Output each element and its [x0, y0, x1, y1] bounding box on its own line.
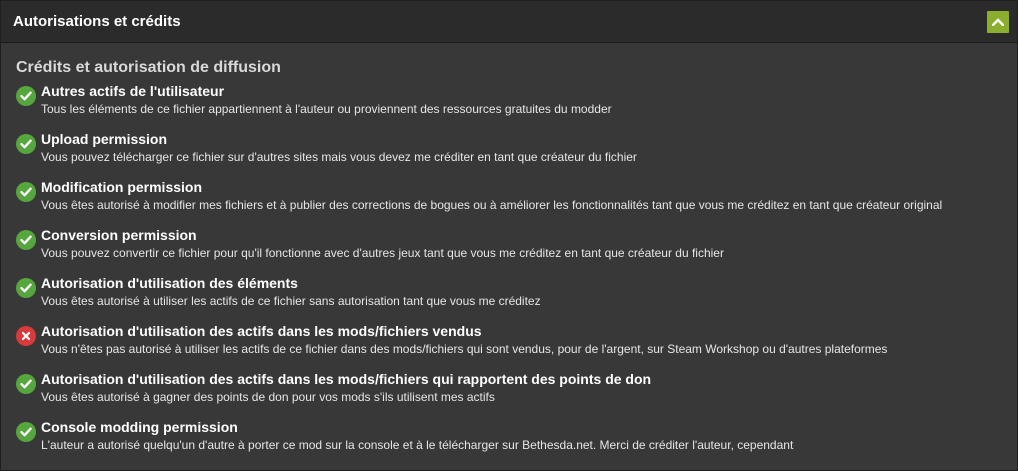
panel-body: [1, 43, 1017, 467]
permission-description: Vous êtes autorisé à modifier mes fichiers et à publier des corrections de bogues ou à améliorer les fonctionnalités tant que vous me créditez en tant que créateur original: [41, 198, 943, 212]
permission-item: [16, 179, 1002, 227]
check-icon: [16, 182, 36, 202]
permission-description: Vous n'êtes pas autorisé à utiliser les actifs de ce fichier dans des mods/fichiers qui sont vendus, pour de l'argent, sur Steam Workshop ou d'autres plateformes: [41, 342, 888, 356]
permission-description: Vous êtes autorisé à gagner des points de don pour vos mods s'ils utilisent mes actifs: [41, 390, 495, 404]
permission-description: L'auteur a autorisé quelqu'un d'autre à porter ce mod sur la console et à le télécharger sur Bethesda.net. Merci de créditer l'auteur, cependant: [41, 438, 794, 452]
permission-title: Autorisation d'utilisation des actifs dans les mods/fichiers vendus: [41, 323, 482, 339]
permission-title: Conversion permission: [41, 227, 197, 243]
permission-item: [16, 83, 1002, 131]
permission-list: [16, 83, 1002, 467]
permission-title: Console modding permission: [41, 419, 238, 435]
permission-title: Autorisation d'utilisation des actifs dans les mods/fichiers qui rapportent des points de don: [41, 371, 652, 387]
permission-item: [16, 371, 1002, 419]
check-icon: [16, 134, 36, 154]
permission-description: Vous pouvez convertir ce fichier pour qu'il fonctionne avec d'autres jeux tant que vous me créditez en tant que créateur du fichier: [41, 246, 724, 260]
permission-description: Vous pouvez télécharger ce fichier sur d'autres sites mais vous devez me créditer en tant que créateur du fichier: [41, 150, 637, 164]
section-title: Crédits et autorisation de diffusion: [16, 59, 281, 76]
cross-icon: [16, 326, 36, 346]
check-icon: [16, 278, 36, 298]
permission-title: Autres actifs de l'utilisateur: [41, 83, 225, 99]
permission-title: Autorisation d'utilisation des éléments: [41, 275, 298, 291]
permission-description: Tous les éléments de ce fichier appartiennent à l'auteur ou proviennent des ressources gratuites du modder: [41, 102, 612, 116]
permission-title: Upload permission: [41, 131, 168, 147]
check-icon: [16, 86, 36, 106]
permission-item: [16, 131, 1002, 179]
check-icon: [16, 374, 36, 394]
permission-item: [16, 419, 1002, 467]
permission-item: [16, 323, 1002, 371]
permission-item: [16, 227, 1002, 275]
panel-title: Autorisations et crédits: [13, 13, 181, 30]
check-icon: [16, 230, 36, 250]
permission-description: Vous êtes autorisé à utiliser les actifs de ce fichier sans autorisation tant que vous me créditez: [41, 294, 541, 308]
panel-header[interactable]: [1, 1, 1017, 43]
check-icon: [16, 422, 36, 442]
chevron-up-icon: [992, 18, 1004, 26]
permission-item: [16, 275, 1002, 323]
collapse-button[interactable]: [987, 11, 1009, 33]
permission-title: Modification permission: [41, 179, 203, 195]
